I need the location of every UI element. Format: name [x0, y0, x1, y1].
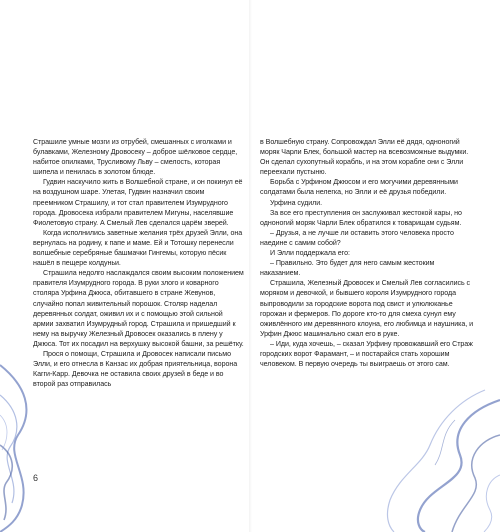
paragraph: Страшиле умные мозги из отрубей, смешанных с иголками и булавками, Железному Дровосеку – доброе шёлковое сердце, набитое опилками, Трусливому Льву – смелость, которая шипела и пенилась в золотом блюде.: [33, 138, 238, 177]
paragraph: Когда исполнились заветные желания трёх друзей Элли, она вернулась на родину, к папе и маме. Ей и Тотошку перенесли волшебные серебряные башмачки Гингемы, которую пёсик нашёл в пещере колдуньи.: [33, 228, 243, 268]
paragraph: – Друзья, а не лучше ли оставить этого человека просто наедине с самим собой?: [260, 228, 454, 247]
paragraph: Гудвин наскучило жить в Волшебной стране, и он покинул её на воздушном шаре. Улетая, Гудвин назначил своим преемником Страшилу, и тот стал правителем Изумрудного города. Дровосека избрали правителем Мигуны, населявшие Фиолетовую страну. А Смелый Лев сделался царём зверей.: [33, 178, 243, 227]
left-page-text: [33, 137, 245, 389]
paragraph: Прося о помощи, Страшила и Дровосек написали письмо Элли, и его отнесла в Канзас их добрая приятельница, ворона Кагги-Карр. Девочка не оставила своих друзей в беде и во второй раз отправилась: [33, 349, 238, 389]
page-number: 6: [33, 473, 39, 483]
paragraph: Страшила, Железный Дровосек и Смелый Лев согласились с моряком и девочкой, и бывшего короля Изумрудного города выпроводили за городские ворота под свист и улюлюканье горожан и фермеров. По дороге кто-то для смеха сунул ему оживлённого им деревянного клоуна, его любимца и наушника, и Урфин Джюс машинально сжал его в руке.: [260, 279, 474, 338]
book-gutter: [249, 0, 252, 532]
paragraph: – Правильно. Это будет для него самым жестоким наказанием.: [260, 259, 435, 278]
blue-smoke-ornament-right-icon: [360, 380, 500, 532]
paragraph: И Элли поддержала его:: [270, 249, 350, 258]
paragraph: в Волшебную страну. Сопровождал Элли её дядя, одноногий моряк Чарли Блек, большой мастер на всевозможные выдумки. Он сделал сухопутный корабль, и на этом корабле они с Элли переехали пустыню.: [260, 138, 469, 177]
paragraph: За все его преступления он заслуживал жестокой кары, но одноногий моряк Чарли Блек обратился к товарищам судьям.: [260, 208, 462, 227]
paragraph: Страшила недолго наслаждался своим высоким положением правителя Изумрудного города. В руки злого и коварного столяра Урфина Джюса, обитавшего в стране Жевунов, случайно попал живительный порошок. Столяр наделал деревянных солдат, оживил их и с помощью этой сильной армии захватил Изумрудный город. Страшила и пришедший к нему на выручку Железный Дровосек оказались в плену у Джюса. Тот их посадил на верхушку высокой башни, за решётку.: [33, 269, 244, 348]
paragraph: Урфина судили.: [270, 198, 323, 207]
paragraph: Борьба с Урфином Джюсом и его могучими деревянными солдатами была нелегка, но Элли и её друзья победили.: [260, 178, 458, 197]
paragraph: – Иди, куда хочешь, – сказал Урфину провожавший его Страж городских ворот Фарамант, – и постарайся стать хорошим человеком. В первую очередь ты выиграешь от этого сам.: [260, 339, 473, 369]
right-page-text: [260, 137, 474, 369]
